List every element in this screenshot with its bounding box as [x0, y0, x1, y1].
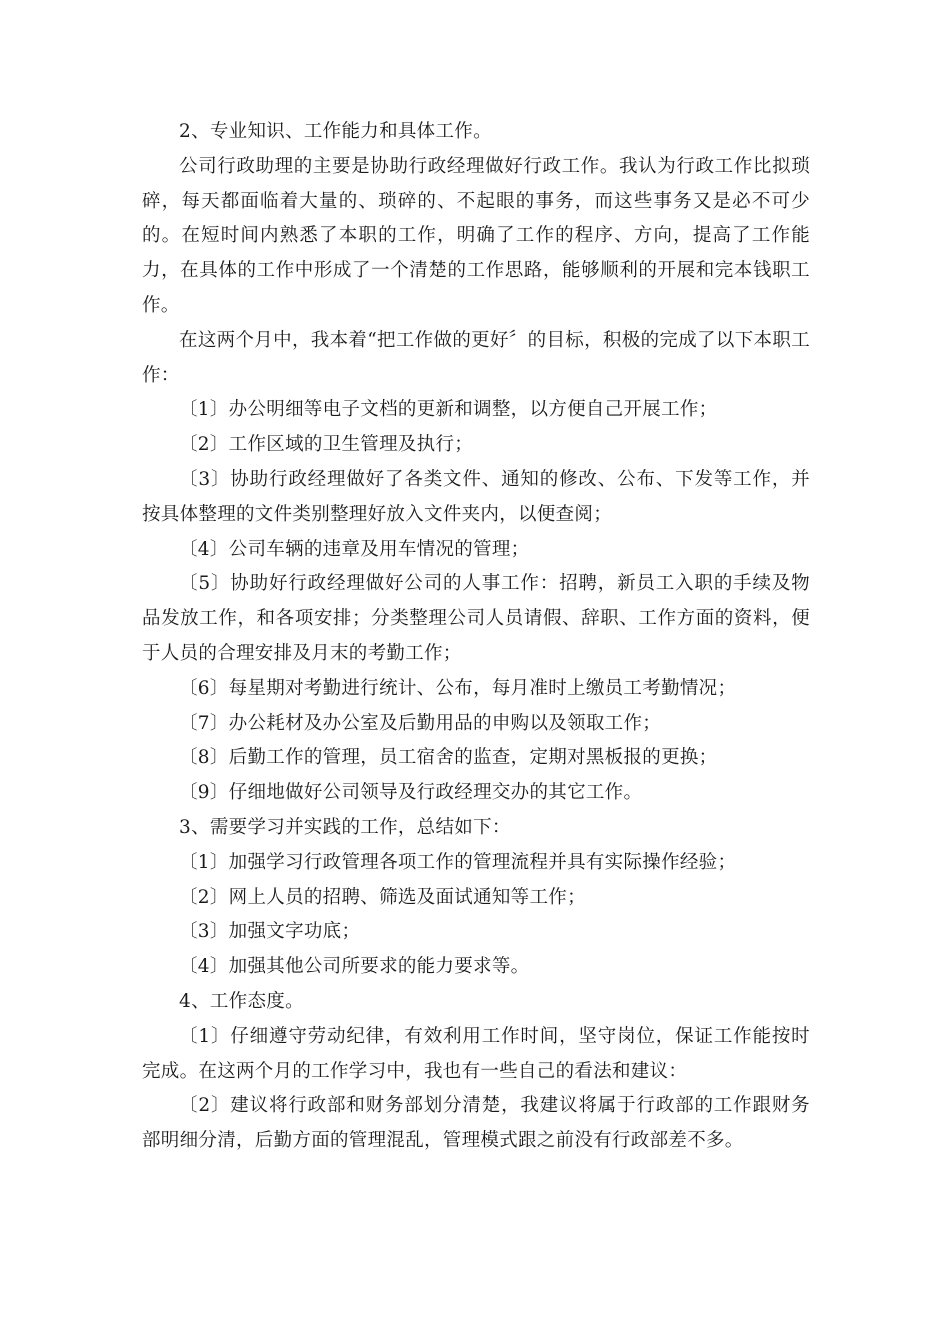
- section-heading-3: 3、需要学习并实践的工作，总结如下：: [179, 816, 511, 838]
- learning-item-4: 〔4〕加强其他公司所要求的能力要求等。: [179, 956, 530, 978]
- list-item-1: 〔1〕办公明细等电子文档的更新和调整，以方便自己开展工作；: [179, 399, 718, 421]
- section-heading-4: 4、工作态度。: [179, 990, 304, 1012]
- paragraph-summary: 在这两个月中，我本着“把工作做的更好〞的目标，积极的完成了以下本职工作：: [142, 329, 810, 386]
- list-item-5: 〔5〕协助好行政经理做好公司的人事工作：招聘，新员工入职的手续及物品发放工作，和各项安排；分类整理公司人员请假、辞职、工作方面的资料，便于人员的合理安排及月末的考勤工作；: [142, 573, 810, 664]
- list-item-7: 〔7〕办公耗材及办公室及后勤用品的申购以及领取工作；: [179, 712, 662, 734]
- list-item-3: 〔3〕协助行政经理做好了各类文件、通知的修改、公布、下发等工作，并按具体整理的文件类别整理好放入文件夹内，以便查阅；: [142, 468, 810, 525]
- document-body: [142, 115, 810, 1159]
- attitude-item-1: 〔1〕仔细遵守劳动纪律，有效利用工作时间，坚守岗位，保证工作能按时完成。在这两个月的工作学习中，我也有一些自己的看法和建议：: [142, 1025, 810, 1082]
- list-item-9: 〔9〕仔细地做好公司领导及行政经理交办的其它工作。: [179, 782, 643, 804]
- list-item-4: 〔4〕公司车辆的违章及用车情况的管理；: [179, 538, 530, 560]
- learning-item-3: 〔3〕加强文字功底；: [179, 921, 361, 943]
- learning-item-2: 〔2〕网上人员的招聘、筛选及面试通知等工作；: [179, 886, 586, 908]
- attitude-item-2: 〔2〕建议将行政部和财务部划分清楚，我建议将属于行政部的工作跟财务部明细分清，后勤方面的管理混乱，管理模式跟之前没有行政部差不多。: [142, 1095, 810, 1152]
- list-item-6: 〔6〕每星期对考勤进行统计、公布，每月准时上缴员工考勤情况；: [179, 677, 737, 699]
- paragraph-intro: 公司行政助理的主要是协助行政经理做好行政工作。我认为行政工作比拟琐碎，每天都面临着大量的、琐碎的、不起眼的事务，而这些事务又是必不可少的。在短时间内熟悉了本职的工作，明确了工作的程序、方向，提高了工作能力，在具体的工作中形成了一个清楚的工作思路，能够顺利的开展和完本钱职工作。: [142, 155, 810, 316]
- list-item-2: 〔2〕工作区域的卫生管理及执行；: [179, 434, 474, 456]
- list-item-8: 〔8〕后勤工作的管理，员工宿舍的监查，定期对黑板报的更换；: [179, 747, 718, 769]
- learning-item-1: 〔1〕加强学习行政管理各项工作的管理流程并具有实际操作经验；: [179, 851, 737, 873]
- section-heading-2: 2、专业知识、工作能力和具体工作。: [179, 121, 492, 142]
